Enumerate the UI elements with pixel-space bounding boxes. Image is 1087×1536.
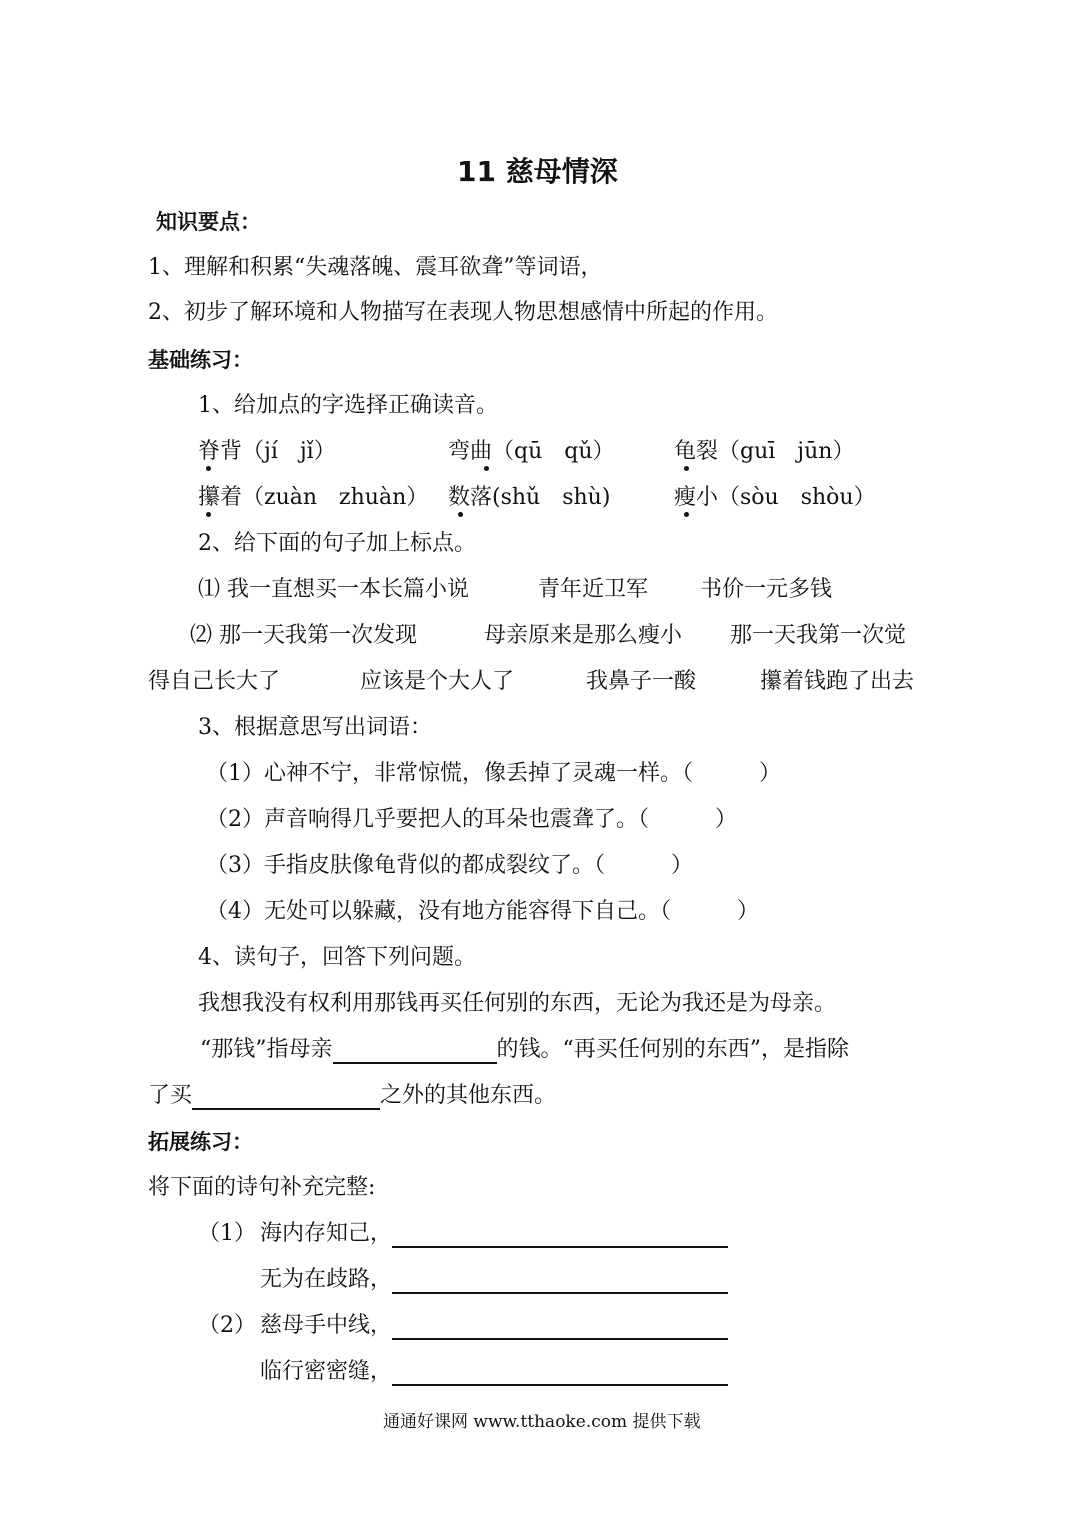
- footer: 通通好课网 www.tthaoke.com 提供下载: [383, 1412, 701, 1432]
- q4-text: 的钱。“再买任何别的东西”，是指除: [496, 1037, 849, 1062]
- q2-sentence-2-part: 得自己长大了: [148, 669, 281, 694]
- q3-item-text: （4）无处可以躲藏，没有地方能容得下自己。: [206, 899, 660, 924]
- q2-prompt: 2、给下面的句子加上标点。: [198, 531, 476, 556]
- extended-prompt: 将下面的诗句补充完整:: [148, 1175, 376, 1200]
- q1-prompt: 1、给加点的字选择正确读音。: [198, 393, 498, 418]
- poem-line: [260, 1266, 728, 1294]
- poem-text: 临行密密缝，: [260, 1359, 393, 1384]
- poem-text: 慈母手中线，: [260, 1313, 393, 1338]
- pinyin-option[interactable]: 脊背（jí jǐ）: [198, 439, 336, 464]
- emphasis-dot: [458, 512, 463, 517]
- q2-sentence-1-part: 青年近卫军: [538, 577, 649, 602]
- pinyin-option[interactable]: 弯曲（qū qǔ）: [448, 439, 615, 464]
- emphasis-dot: [206, 512, 211, 517]
- q4-question-line-2: [148, 1082, 556, 1110]
- poem-number: （1）: [198, 1221, 256, 1246]
- q2-sentence-2-part: 母亲原来是那么瘦小: [484, 623, 683, 648]
- basic-heading: 基础练习：: [148, 348, 253, 372]
- poem-text: 海内存知己，: [260, 1221, 393, 1246]
- q4-text: 了买: [148, 1083, 193, 1108]
- q3-item: [206, 898, 759, 926]
- answer-blank[interactable]: （ ）: [682, 761, 782, 786]
- knowledge-item-2: 2、初步了解环境和人物描写在表现人物思想感情中所起的作用。: [148, 300, 778, 325]
- q3-item-text: （3）手指皮肤像龟背似的都成裂纹了。: [206, 853, 594, 878]
- q2-sentence-2-part: 那一天我第一次觉: [730, 623, 907, 648]
- extended-heading: 拓展练习：: [148, 1130, 253, 1154]
- q2-sentence-1-part: 书价一元多钱: [700, 577, 833, 602]
- q2-sentence-1-part: ⑴ 我一直想买一本长篇小说: [198, 577, 469, 602]
- fill-blank[interactable]: [392, 1270, 728, 1294]
- poem-line: [260, 1220, 728, 1248]
- emphasis-dot: [484, 466, 489, 471]
- answer-blank[interactable]: （ ）: [660, 899, 760, 924]
- emphasis-dot: [684, 512, 689, 517]
- page-title: 11 慈母情深: [457, 155, 618, 188]
- pinyin-option[interactable]: 瘦小（sòu shòu）: [674, 485, 876, 510]
- pinyin-option[interactable]: 龟裂（guī jūn）: [674, 439, 855, 464]
- q3-item-text: （2）声音响得几乎要把人的耳朵也震聋了。: [206, 807, 638, 832]
- q4-question-line-1: [200, 1036, 849, 1064]
- answer-blank[interactable]: （ ）: [638, 807, 738, 832]
- fill-blank[interactable]: [392, 1362, 728, 1386]
- q2-sentence-2-part: 我鼻子一酸: [586, 669, 697, 694]
- poem-text: 无为在歧路，: [260, 1267, 393, 1292]
- fill-blank[interactable]: [392, 1316, 728, 1340]
- poem-line: [260, 1358, 728, 1386]
- q2-sentence-2-part: 应该是个大人了: [360, 669, 515, 694]
- fill-blank[interactable]: [333, 1040, 497, 1064]
- q4-prompt: 4、读句子，回答下列问题。: [198, 945, 476, 970]
- pinyin-option[interactable]: 数落(shǔ shù): [448, 485, 611, 510]
- q2-sentence-2-part: 攥着钱跑了出去: [760, 669, 915, 694]
- q4-text: 之外的其他东西。: [380, 1083, 557, 1108]
- poem-line: [260, 1312, 728, 1340]
- emphasis-dot: [206, 466, 211, 471]
- knowledge-heading: 知识要点：: [156, 210, 261, 234]
- emphasis-dot: [684, 466, 689, 471]
- q4-sentence: 我想我没有权利用那钱再买任何别的东西，无论为我还是为母亲。: [198, 991, 837, 1016]
- q2-sentence-2-part: ⑵ 那一天我第一次发现: [190, 623, 417, 648]
- q3-item: [206, 852, 693, 880]
- knowledge-item-1: 1、理解和积累“失魂落魄、震耳欲聋”等词语，: [148, 255, 603, 280]
- poem-number: （2）: [198, 1313, 256, 1338]
- q3-item-text: （1）心神不宁，非常惊慌，像丢掉了灵魂一样。: [206, 761, 682, 786]
- answer-blank[interactable]: （ ）: [594, 853, 694, 878]
- fill-blank[interactable]: [192, 1086, 380, 1110]
- pinyin-option[interactable]: 攥着（zuàn zhuàn）: [198, 485, 429, 510]
- q4-text: “那钱”指母亲: [200, 1037, 333, 1062]
- q3-item: [206, 806, 737, 834]
- fill-blank[interactable]: [392, 1224, 728, 1248]
- q3-item: [206, 760, 781, 788]
- q3-prompt: 3、根据意思写出词语：: [198, 715, 432, 740]
